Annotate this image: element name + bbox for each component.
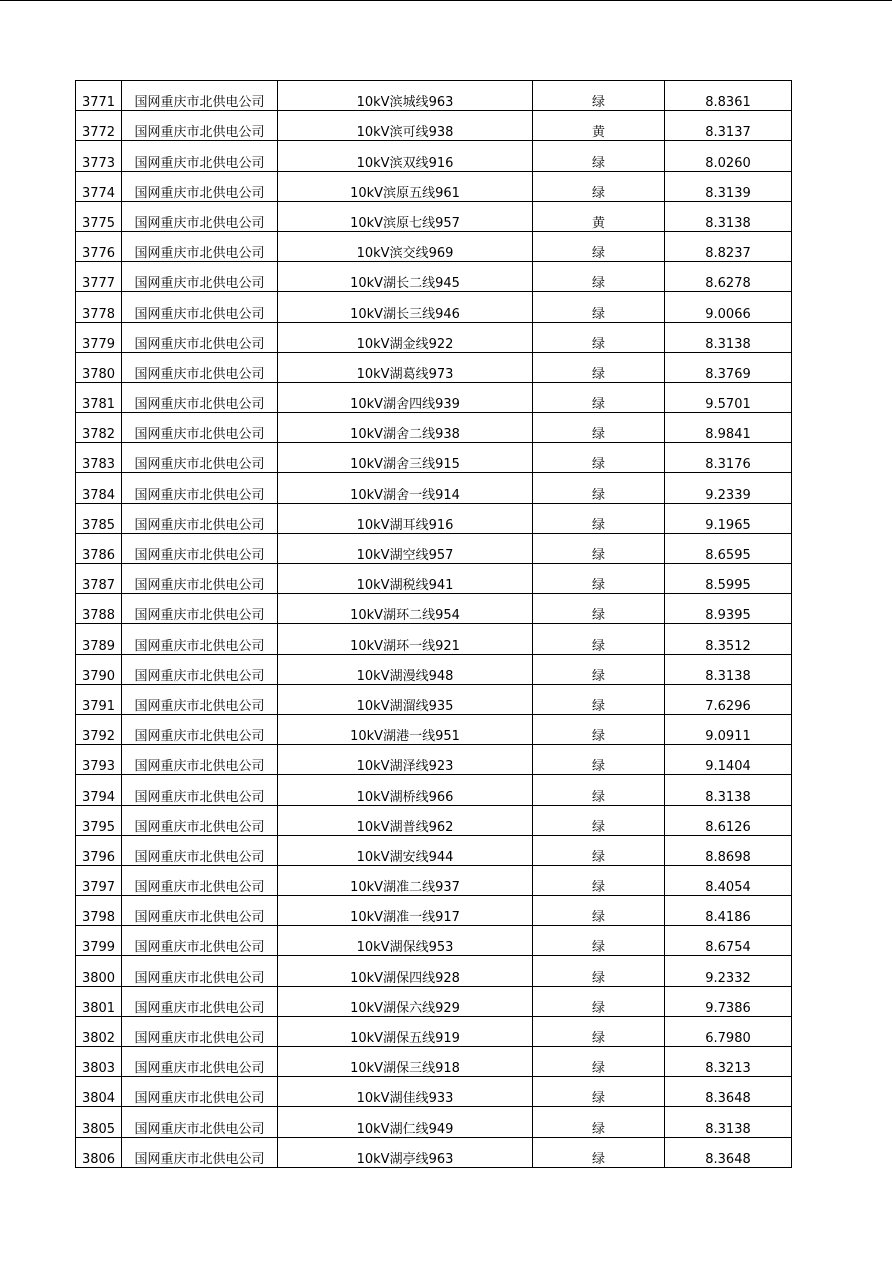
value-cell: 8.6754 [665,926,792,956]
company-cell: 国网重庆市北供电公司 [122,171,278,201]
row-number-cell: 3778 [76,292,122,322]
value-cell: 8.8237 [665,231,792,261]
status-cell: 绿 [533,1077,665,1107]
company-cell: 国网重庆市北供电公司 [122,684,278,714]
page-top-border [0,0,892,1]
value-cell: 8.3138 [665,201,792,231]
value-cell: 8.3137 [665,111,792,141]
table-row [76,654,792,684]
row-number-cell: 3788 [76,594,122,624]
table-row [76,1047,792,1077]
row-number-cell: 3797 [76,865,122,895]
status-cell: 绿 [533,956,665,986]
status-cell: 绿 [533,564,665,594]
status-cell: 绿 [533,231,665,261]
value-cell: 8.3138 [665,1107,792,1137]
table-row [76,231,792,261]
row-number-cell: 3774 [76,171,122,201]
row-number-cell: 3798 [76,896,122,926]
value-cell: 8.4186 [665,896,792,926]
value-cell: 8.6595 [665,533,792,563]
row-number-cell: 3784 [76,473,122,503]
status-cell: 黄 [533,201,665,231]
status-cell: 绿 [533,896,665,926]
value-cell: 8.8698 [665,835,792,865]
company-cell: 国网重庆市北供电公司 [122,624,278,654]
value-cell: 8.3176 [665,443,792,473]
row-number-cell: 3783 [76,443,122,473]
row-number-cell: 3789 [76,624,122,654]
table-row [76,835,792,865]
status-cell: 绿 [533,262,665,292]
value-cell: 8.3138 [665,775,792,805]
value-cell: 8.0260 [665,141,792,171]
table-row [76,564,792,594]
line-assessment-table [75,80,792,1168]
row-number-cell: 3771 [76,81,122,111]
row-number-cell: 3792 [76,714,122,744]
table-row [76,865,792,895]
row-number-cell: 3794 [76,775,122,805]
table-row [76,262,792,292]
value-cell: 9.1965 [665,503,792,533]
company-cell: 国网重庆市北供电公司 [122,775,278,805]
company-cell: 国网重庆市北供电公司 [122,926,278,956]
status-cell: 绿 [533,352,665,382]
value-cell: 8.8361 [665,81,792,111]
line-name-cell: 10kV湖桥线966 [278,775,533,805]
table-row [76,292,792,322]
company-cell: 国网重庆市北供电公司 [122,745,278,775]
status-cell: 绿 [533,926,665,956]
value-cell: 6.7980 [665,1016,792,1046]
status-cell: 绿 [533,865,665,895]
table-row [76,533,792,563]
value-cell: 8.4054 [665,865,792,895]
line-name-cell: 10kV湖长二线945 [278,262,533,292]
row-number-cell: 3772 [76,111,122,141]
company-cell: 国网重庆市北供电公司 [122,473,278,503]
status-cell: 绿 [533,835,665,865]
line-name-cell: 10kV湖安线944 [278,835,533,865]
company-cell: 国网重庆市北供电公司 [122,292,278,322]
line-name-cell: 10kV湖普线962 [278,805,533,835]
company-cell: 国网重庆市北供电公司 [122,714,278,744]
table-row [76,714,792,744]
row-number-cell: 3786 [76,533,122,563]
status-cell: 绿 [533,654,665,684]
company-cell: 国网重庆市北供电公司 [122,322,278,352]
line-name-cell: 10kV湖空线957 [278,533,533,563]
row-number-cell: 3805 [76,1107,122,1137]
table-row [76,382,792,412]
table-row [76,171,792,201]
row-number-cell: 3793 [76,745,122,775]
line-name-cell: 10kV湖耳线916 [278,503,533,533]
line-name-cell: 10kV湖泽线923 [278,745,533,775]
value-cell: 8.3769 [665,352,792,382]
value-cell: 9.0066 [665,292,792,322]
line-name-cell: 10kV湖保三线918 [278,1047,533,1077]
table-body [76,81,792,1168]
status-cell: 绿 [533,684,665,714]
status-cell: 绿 [533,171,665,201]
line-name-cell: 10kV滨原五线961 [278,171,533,201]
row-number-cell: 3782 [76,413,122,443]
value-cell: 7.6296 [665,684,792,714]
value-cell: 8.9841 [665,413,792,443]
line-name-cell: 10kV湖税线941 [278,564,533,594]
table-row [76,352,792,382]
company-cell: 国网重庆市北供电公司 [122,835,278,865]
company-cell: 国网重庆市北供电公司 [122,1137,278,1167]
row-number-cell: 3773 [76,141,122,171]
table-row [76,926,792,956]
line-name-cell: 10kV湖保四线928 [278,956,533,986]
table-row [76,81,792,111]
value-cell: 8.3138 [665,654,792,684]
status-cell: 绿 [533,443,665,473]
line-name-cell: 10kV湖长三线946 [278,292,533,322]
company-cell: 国网重庆市北供电公司 [122,956,278,986]
table-row [76,443,792,473]
table-row [76,624,792,654]
value-cell: 8.6278 [665,262,792,292]
row-number-cell: 3799 [76,926,122,956]
line-name-cell: 10kV滨可线938 [278,111,533,141]
line-name-cell: 10kV滨交线969 [278,231,533,261]
table-row [76,1016,792,1046]
company-cell: 国网重庆市北供电公司 [122,413,278,443]
status-cell: 绿 [533,81,665,111]
status-cell: 绿 [533,1137,665,1167]
value-cell: 8.3138 [665,322,792,352]
line-name-cell: 10kV湖准一线917 [278,896,533,926]
row-number-cell: 3790 [76,654,122,684]
line-name-cell: 10kV湖溜线935 [278,684,533,714]
status-cell: 绿 [533,382,665,412]
row-number-cell: 3780 [76,352,122,382]
value-cell: 8.6126 [665,805,792,835]
company-cell: 国网重庆市北供电公司 [122,443,278,473]
status-cell: 绿 [533,745,665,775]
table-row [76,896,792,926]
company-cell: 国网重庆市北供电公司 [122,352,278,382]
status-cell: 绿 [533,1107,665,1137]
value-cell: 8.3512 [665,624,792,654]
line-name-cell: 10kV湖亭线963 [278,1137,533,1167]
line-name-cell: 10kV滨双线916 [278,141,533,171]
status-cell: 绿 [533,775,665,805]
line-name-cell: 10kV滨原七线957 [278,201,533,231]
table-row [76,1137,792,1167]
company-cell: 国网重庆市北供电公司 [122,111,278,141]
company-cell: 国网重庆市北供电公司 [122,1016,278,1046]
value-cell: 9.7386 [665,986,792,1016]
company-cell: 国网重庆市北供电公司 [122,805,278,835]
value-cell: 8.3648 [665,1077,792,1107]
line-name-cell: 10kV湖保五线919 [278,1016,533,1046]
company-cell: 国网重庆市北供电公司 [122,1047,278,1077]
row-number-cell: 3777 [76,262,122,292]
table-row [76,684,792,714]
status-cell: 绿 [533,986,665,1016]
line-name-cell: 10kV湖佳线933 [278,1077,533,1107]
line-name-cell: 10kV湖舍一线914 [278,473,533,503]
table-row [76,141,792,171]
value-cell: 9.5701 [665,382,792,412]
line-name-cell: 10kV湖舍二线938 [278,413,533,443]
table-row [76,111,792,141]
row-number-cell: 3791 [76,684,122,714]
value-cell: 8.3139 [665,171,792,201]
row-number-cell: 3779 [76,322,122,352]
table-row [76,745,792,775]
row-number-cell: 3801 [76,986,122,1016]
company-cell: 国网重庆市北供电公司 [122,262,278,292]
company-cell: 国网重庆市北供电公司 [122,503,278,533]
status-cell: 绿 [533,594,665,624]
table-row [76,805,792,835]
status-cell: 绿 [533,322,665,352]
value-cell: 9.2339 [665,473,792,503]
table-row [76,413,792,443]
company-cell: 国网重庆市北供电公司 [122,594,278,624]
status-cell: 绿 [533,533,665,563]
table-row [76,1077,792,1107]
status-cell: 绿 [533,473,665,503]
line-name-cell: 10kV湖舍三线915 [278,443,533,473]
line-name-cell: 10kV滨城线963 [278,81,533,111]
line-name-cell: 10kV湖葛线973 [278,352,533,382]
table-row [76,201,792,231]
status-cell: 绿 [533,141,665,171]
line-name-cell: 10kV湖舍四线939 [278,382,533,412]
company-cell: 国网重庆市北供电公司 [122,81,278,111]
status-cell: 绿 [533,292,665,322]
row-number-cell: 3804 [76,1077,122,1107]
value-cell: 8.5995 [665,564,792,594]
value-cell: 9.0911 [665,714,792,744]
line-name-cell: 10kV湖环一线921 [278,624,533,654]
company-cell: 国网重庆市北供电公司 [122,654,278,684]
company-cell: 国网重庆市北供电公司 [122,986,278,1016]
line-name-cell: 10kV湖漫线948 [278,654,533,684]
value-cell: 8.3213 [665,1047,792,1077]
table-row [76,473,792,503]
status-cell: 绿 [533,1047,665,1077]
company-cell: 国网重庆市北供电公司 [122,896,278,926]
value-cell: 8.9395 [665,594,792,624]
company-cell: 国网重庆市北供电公司 [122,1077,278,1107]
company-cell: 国网重庆市北供电公司 [122,533,278,563]
status-cell: 绿 [533,413,665,443]
table-row [76,322,792,352]
value-cell: 9.2332 [665,956,792,986]
row-number-cell: 3800 [76,956,122,986]
status-cell: 绿 [533,714,665,744]
company-cell: 国网重庆市北供电公司 [122,231,278,261]
line-name-cell: 10kV湖环二线954 [278,594,533,624]
value-cell: 8.3648 [665,1137,792,1167]
table-row [76,775,792,805]
row-number-cell: 3785 [76,503,122,533]
company-cell: 国网重庆市北供电公司 [122,141,278,171]
table-row [76,503,792,533]
status-cell: 绿 [533,1016,665,1046]
line-name-cell: 10kV湖港一线951 [278,714,533,744]
row-number-cell: 3796 [76,835,122,865]
value-cell: 9.1404 [665,745,792,775]
row-number-cell: 3787 [76,564,122,594]
table-row [76,986,792,1016]
company-cell: 国网重庆市北供电公司 [122,564,278,594]
status-cell: 黄 [533,111,665,141]
row-number-cell: 3806 [76,1137,122,1167]
row-number-cell: 3776 [76,231,122,261]
table-row [76,956,792,986]
row-number-cell: 3803 [76,1047,122,1077]
row-number-cell: 3795 [76,805,122,835]
row-number-cell: 3802 [76,1016,122,1046]
company-cell: 国网重庆市北供电公司 [122,382,278,412]
line-name-cell: 10kV湖保六线929 [278,986,533,1016]
line-name-cell: 10kV湖准二线937 [278,865,533,895]
status-cell: 绿 [533,805,665,835]
row-number-cell: 3781 [76,382,122,412]
company-cell: 国网重庆市北供电公司 [122,201,278,231]
line-name-cell: 10kV湖仁线949 [278,1107,533,1137]
table-row [76,1107,792,1137]
row-number-cell: 3775 [76,201,122,231]
line-name-cell: 10kV湖金线922 [278,322,533,352]
company-cell: 国网重庆市北供电公司 [122,1107,278,1137]
company-cell: 国网重庆市北供电公司 [122,865,278,895]
line-name-cell: 10kV湖保线953 [278,926,533,956]
status-cell: 绿 [533,503,665,533]
status-cell: 绿 [533,624,665,654]
table-row [76,594,792,624]
